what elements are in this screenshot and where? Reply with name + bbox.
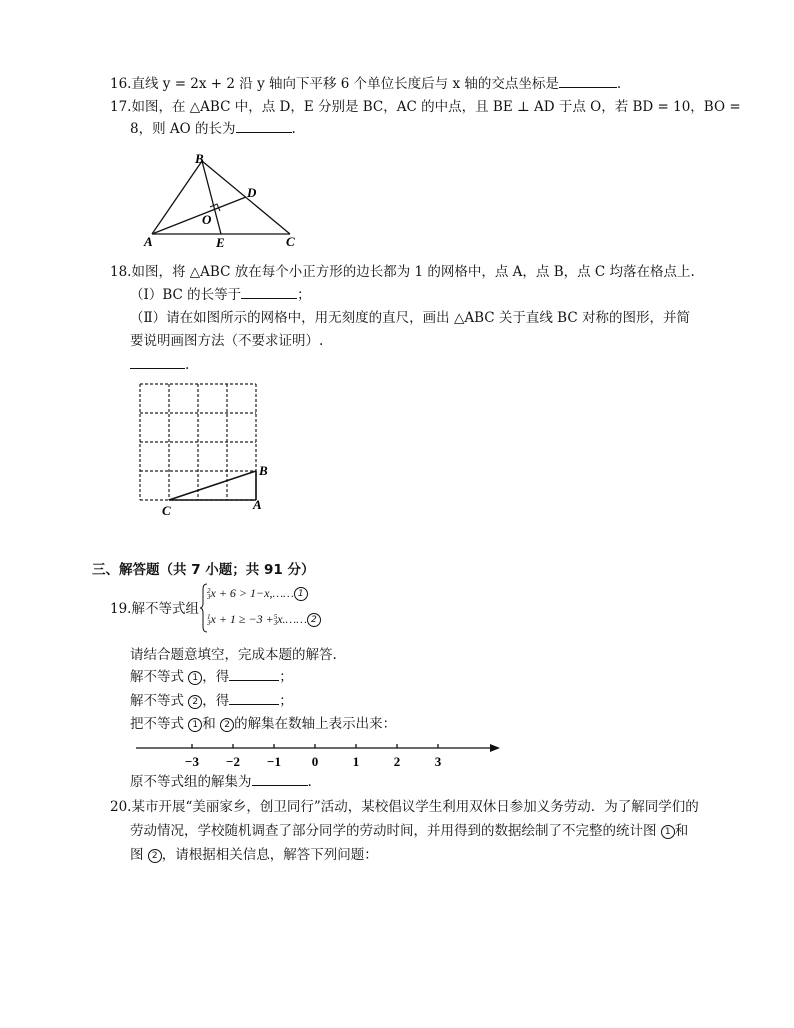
q19-lead — [110, 600, 199, 618]
q18-part2-text1: （Ⅱ）请在如图所示的网格中，用无刻度的直尺，画出 △ABC 关于直线 BC 对称的图形，并简 — [130, 310, 690, 326]
q16-line — [110, 75, 621, 93]
circled-1-icon: 1 — [188, 718, 202, 732]
q19-number: 19. — [110, 601, 132, 617]
section3-title: 三、解答题（共 7 小题；共 91 分） — [92, 562, 315, 578]
q18-part2-text2: 要说明画图方法（不要求证明）. — [130, 333, 324, 349]
q19-step1: 解不等式 1 ，得 ； — [130, 669, 293, 685]
q18-part1-end: ； — [297, 287, 311, 303]
q19-step1-blank[interactable] — [229, 668, 279, 681]
tick-label: −3 — [185, 754, 199, 769]
circled-2-icon: 2 — [307, 613, 321, 627]
q18-answer-line — [130, 356, 189, 374]
grid-segment-cb — [169, 471, 256, 500]
q18-part1-blank[interactable] — [241, 286, 297, 299]
label-o: O — [202, 212, 212, 227]
q20-number: 20. — [110, 799, 132, 815]
q18-part2-line2 — [130, 332, 323, 350]
dashed-grid — [140, 384, 256, 500]
circled-1-icon: 1 — [294, 587, 308, 601]
q18-text1: 如图，将 △ABC 放在每个小正方形的边长都为 1 的网格中，点 A，点 B，点 C 均落在格点上. — [131, 264, 695, 280]
segment-ab — [152, 161, 202, 234]
q19-conclusion-blank[interactable] — [252, 773, 308, 786]
grid-label-b: B — [259, 463, 268, 478]
circled-1-icon: 1 — [188, 671, 202, 685]
frac-5-3: 5 3 — [273, 613, 278, 628]
q17-text1: 如图，在 △ABC 中，点 D，E 分别是 BC，AC 的中点，且 BE ⊥ AD 于点 O，若 BD = 10，BO = — [131, 99, 741, 115]
q20-line3: 图 2 ，请根据相关信息，解答下列问题： — [130, 847, 378, 863]
q20-line2: 劳动情况，学校随机调查了部分同学的劳动时间，并用得到的数据绘制了不完整的统计图 1 和 — [130, 823, 689, 839]
q17-end: . — [291, 121, 296, 137]
q18-grid-figure — [128, 378, 278, 518]
tick-label: 0 — [311, 754, 319, 769]
q19-inequality-1 — [207, 586, 308, 601]
q17-text2: 8，则 AO 的长为 — [130, 121, 236, 137]
q18-line1 — [110, 263, 695, 281]
q16-number: 16. — [110, 76, 132, 92]
q19-instruction: 请结合题意填空，完成本题的解答. — [130, 647, 337, 663]
q19-step2: 解不等式 2 ，得 ； — [130, 693, 293, 709]
number-line[interactable] — [132, 738, 504, 774]
label-a: A — [144, 234, 153, 249]
circled-2-icon: 2 — [220, 718, 234, 732]
q20-line1 — [110, 798, 699, 816]
q20-text1: 某市开展“美丽家乡，创卫同行”活动，某校倡议学生利用双休日参加义务劳动．为了解同学们的 — [131, 799, 699, 815]
tick-label: −2 — [226, 754, 240, 769]
q19-step3: 把不等式 1 和 2 的解集在数轴上表示出来： — [130, 716, 397, 732]
ineq2-text-b: x.…… — [277, 612, 307, 626]
q16-end: . — [616, 76, 622, 92]
q19-conclusion: 原不等式组的解集为 . — [130, 774, 312, 790]
ineq1-text: x + 6 > 1−x,…… — [210, 586, 294, 600]
tick-label: 2 — [393, 754, 401, 769]
q18-part1 — [130, 286, 311, 304]
frac-1-3: 1 3 — [207, 613, 211, 628]
q17-answer-blank[interactable] — [236, 120, 292, 133]
q18-part2-line1 — [130, 309, 690, 327]
q19-step2-blank[interactable] — [229, 692, 279, 705]
q18-part2-blank[interactable] — [130, 356, 185, 369]
ineq2-text-a: x + 1 ≥ −3 + — [210, 612, 274, 626]
grid-label-c: C — [162, 503, 171, 518]
tick-label: 1 — [352, 754, 360, 769]
label-c: C — [286, 234, 295, 249]
arrow-right-icon — [490, 744, 500, 752]
circled-1-icon: 1 — [661, 825, 675, 839]
q16-answer-blank[interactable] — [559, 75, 617, 88]
q17-number: 17. — [110, 99, 132, 115]
grid-label-a: A — [253, 497, 262, 512]
q17-triangle-figure — [140, 150, 310, 250]
q18-part1-text: （Ⅰ）BC 的长等于 — [130, 287, 242, 303]
q17-line1 — [110, 98, 741, 116]
label-b: B — [195, 151, 204, 166]
q17-line2 — [130, 120, 296, 138]
circled-2-icon: 2 — [188, 695, 202, 709]
label-e: E — [216, 235, 225, 250]
segment-ad — [152, 197, 246, 234]
q19-lead-text: 解不等式组 — [131, 601, 199, 617]
tick-label: 3 — [434, 754, 442, 769]
q16-text: 直线 y = 2x + 2 沿 y 轴向下平移 6 个单位长度后与 x 轴的交点坐标是 — [131, 76, 559, 92]
circled-2-icon: 2 — [148, 849, 162, 863]
tick-label: −1 — [267, 754, 281, 769]
q19-inequality-2 — [207, 612, 321, 627]
frac-2-3: 2 3 — [207, 587, 211, 602]
label-d: D — [247, 185, 257, 200]
q18-answer-end: . — [185, 357, 190, 373]
q18-number: 18. — [110, 264, 132, 280]
